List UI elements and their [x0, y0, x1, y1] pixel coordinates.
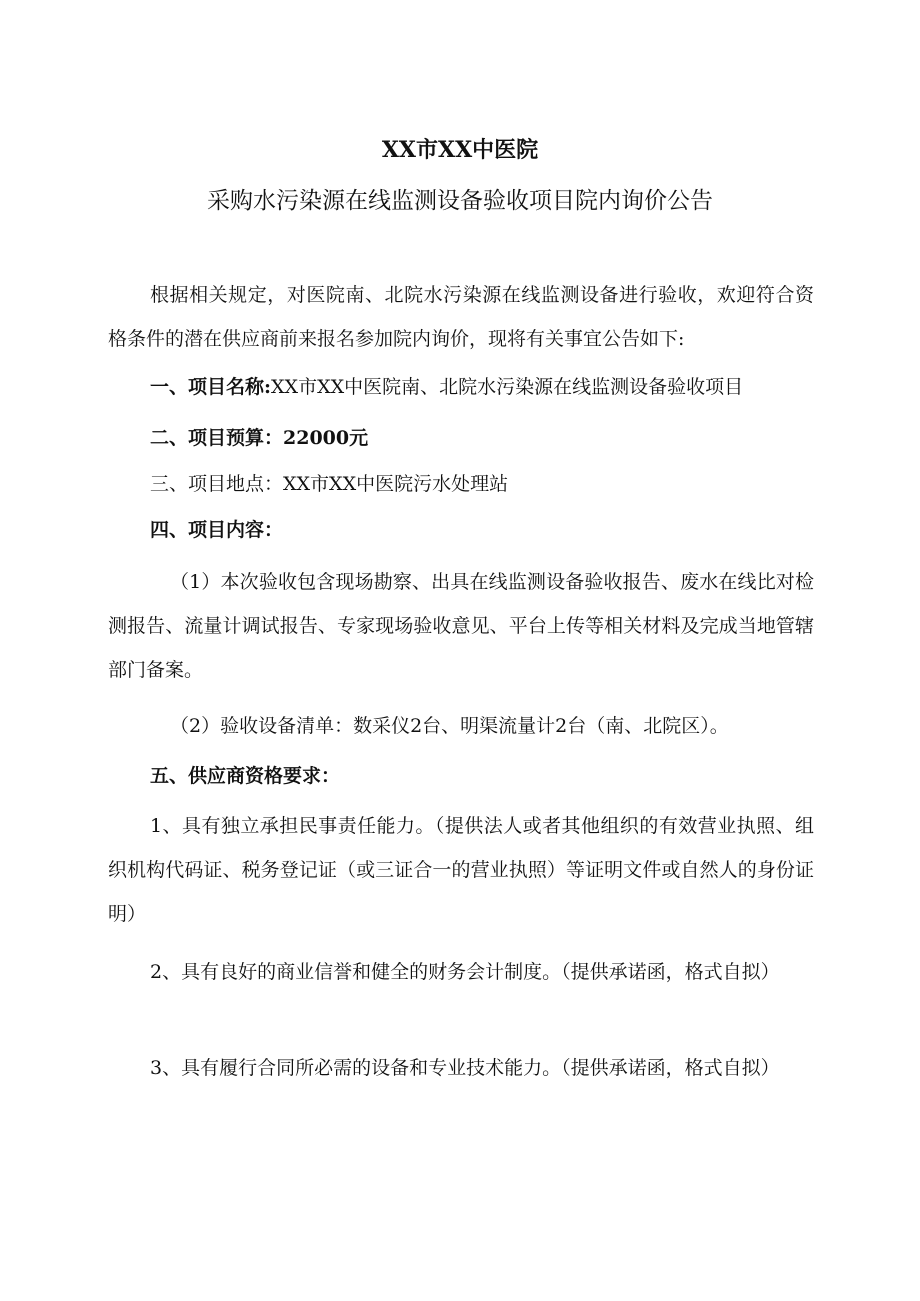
section-project-budget: [150, 424, 368, 452]
section-project-content-heading: 四、项目内容：: [150, 519, 284, 541]
content-item-1: （1）本次验收包含现场勘察、出具在线监测设备验收报告、废水在线比对检测报告、流量计调试报告、专家现场验收意见、平台上传等相关材料及完成当地管辖部门备案。: [108, 571, 814, 681]
qualification-item-2: 2、具有良好的商业信誉和健全的财务会计制度。（提供承诺函，格式自拟）: [150, 961, 780, 983]
section-project-name: [150, 373, 743, 401]
section-project-name-value: XX市XX中医院南、北院水污染源在线监测设备验收项目: [271, 376, 744, 398]
section-project-location: 三、项目地点：XX市XX中医院污水处理站: [150, 473, 509, 495]
document-title-notice: 采购水污染源在线监测设备验收项目院内询价公告: [207, 188, 713, 214]
document-title-hospital: XX市XX中医院: [381, 137, 539, 163]
content-item-2: （2）验收设备清单：数采仪2台、明渠流量计2台（南、北院区）。: [170, 715, 729, 737]
section-project-budget-value: 22000元: [283, 427, 369, 449]
intro-paragraph: 根据相关规定，对医院南、北院水污染源在线监测设备进行验收，欢迎符合资格条件的潜在供应商前来报名参加院内询价，现将有关事宜公告如下:: [108, 284, 814, 350]
qualification-item-1: 1、具有独立承担民事责任能力。（提供法人或者其他组织的有效营业执照、组织机构代码证、税务登记证（或三证合一的营业执照）等证明文件或自然人的身份证明）: [108, 815, 814, 925]
section-project-budget-label: 二、项目预算：: [150, 427, 284, 449]
section-project-name-label: 一、项目名称:: [150, 376, 272, 398]
qualification-item-3: 3、具有履行合同所必需的设备和专业技术能力。（提供承诺函，格式自拟）: [150, 1057, 780, 1079]
section-supplier-qualifications-heading: 五、供应商资格要求：: [150, 765, 341, 787]
